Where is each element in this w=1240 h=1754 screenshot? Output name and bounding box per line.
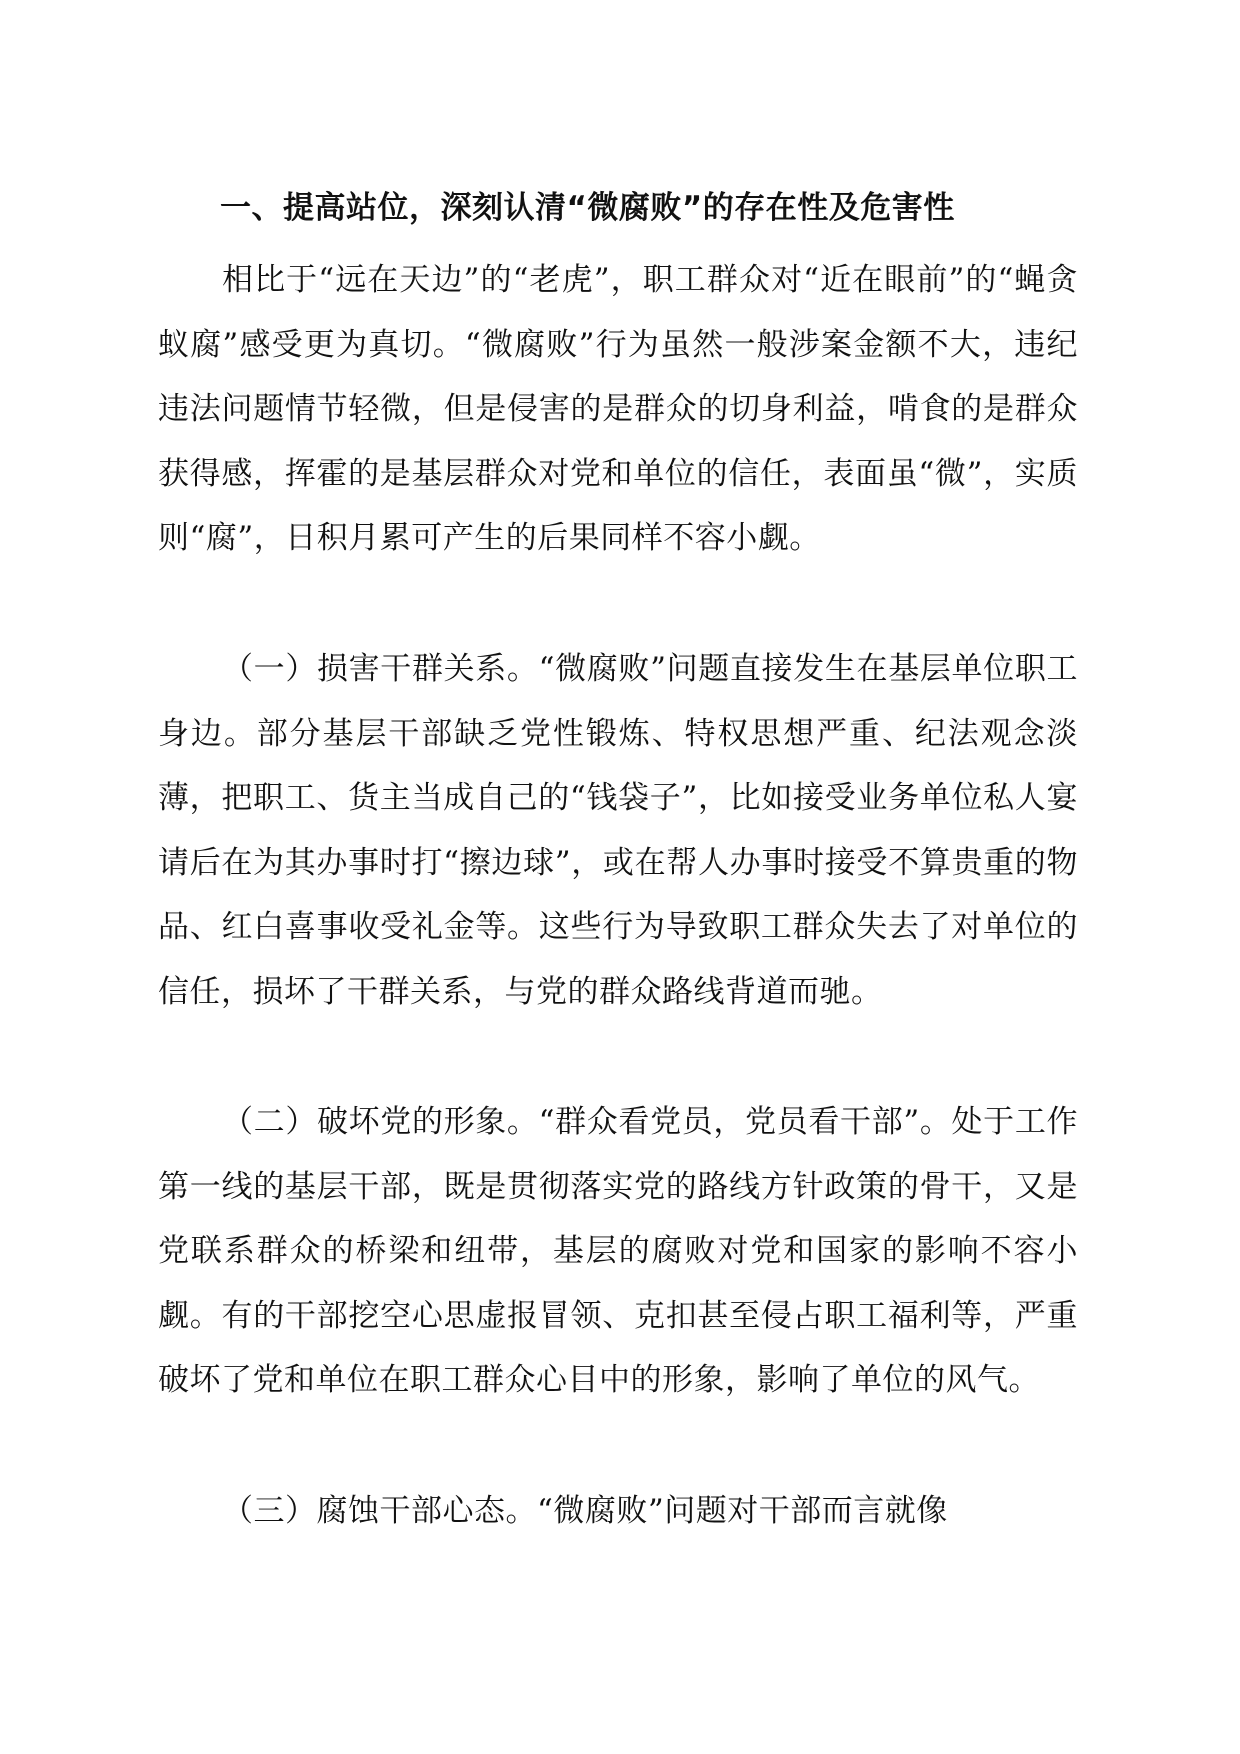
document-page <box>158 0 1078 1754</box>
paragraph-point-2: （二）破坏党的形象。“群众看党员，党员看干部”。处于工作第一线的基层干部，既是贯彻落实党的路线方针政策的骨干，又是党联系群众的桥梁和纽带，基层的腐败对党和国家的影响不容小觑。有的干部挖空心思虚报冒领、克扣甚至侵占职工福利等，严重破坏了党和单位在职工群众心目中的形象，影响了单位的风气。 <box>158 1104 1078 1399</box>
paragraph-point-1: （一）损害干群关系。“微腐败”问题直接发生在基层单位职工身边。部分基层干部缺乏党性锻炼、特权思想严重、纪法观念淡薄，把职工、货主当成自己的“钱袋子”，比如接受业务单位私人宴请后在为其办事时打“擦边球”，或在帮人办事时接受不算贵重的物品、红白喜事收受礼金等。这些行为导致职工群众失去了对单位的信任，损坏了干群关系，与党的群众路线背道而驰。 <box>158 651 1078 1010</box>
paragraph-intro: 相比于“远在天边”的“老虎”，职工群众对“近在眼前”的“蝇贪蚁腐”感受更为真切。“微腐败”行为虽然一般涉案金额不大，违纪违法问题情节轻微，但是侵害的是群众的切身利益，啃食的是群众获得感，挥霍的是基层群众对党和单位的信任，表面虽“微”，实质则“腐”，日积月累可产生的后果同样不容小觑。 <box>158 262 1078 557</box>
paragraph-point-3: （三）腐蚀干部心态。“微腐败”问题对干部而言就像 <box>222 1493 948 1529</box>
section-heading: 一、提高站位，深刻认清“微腐败”的存在性及危害性 <box>220 190 955 226</box>
